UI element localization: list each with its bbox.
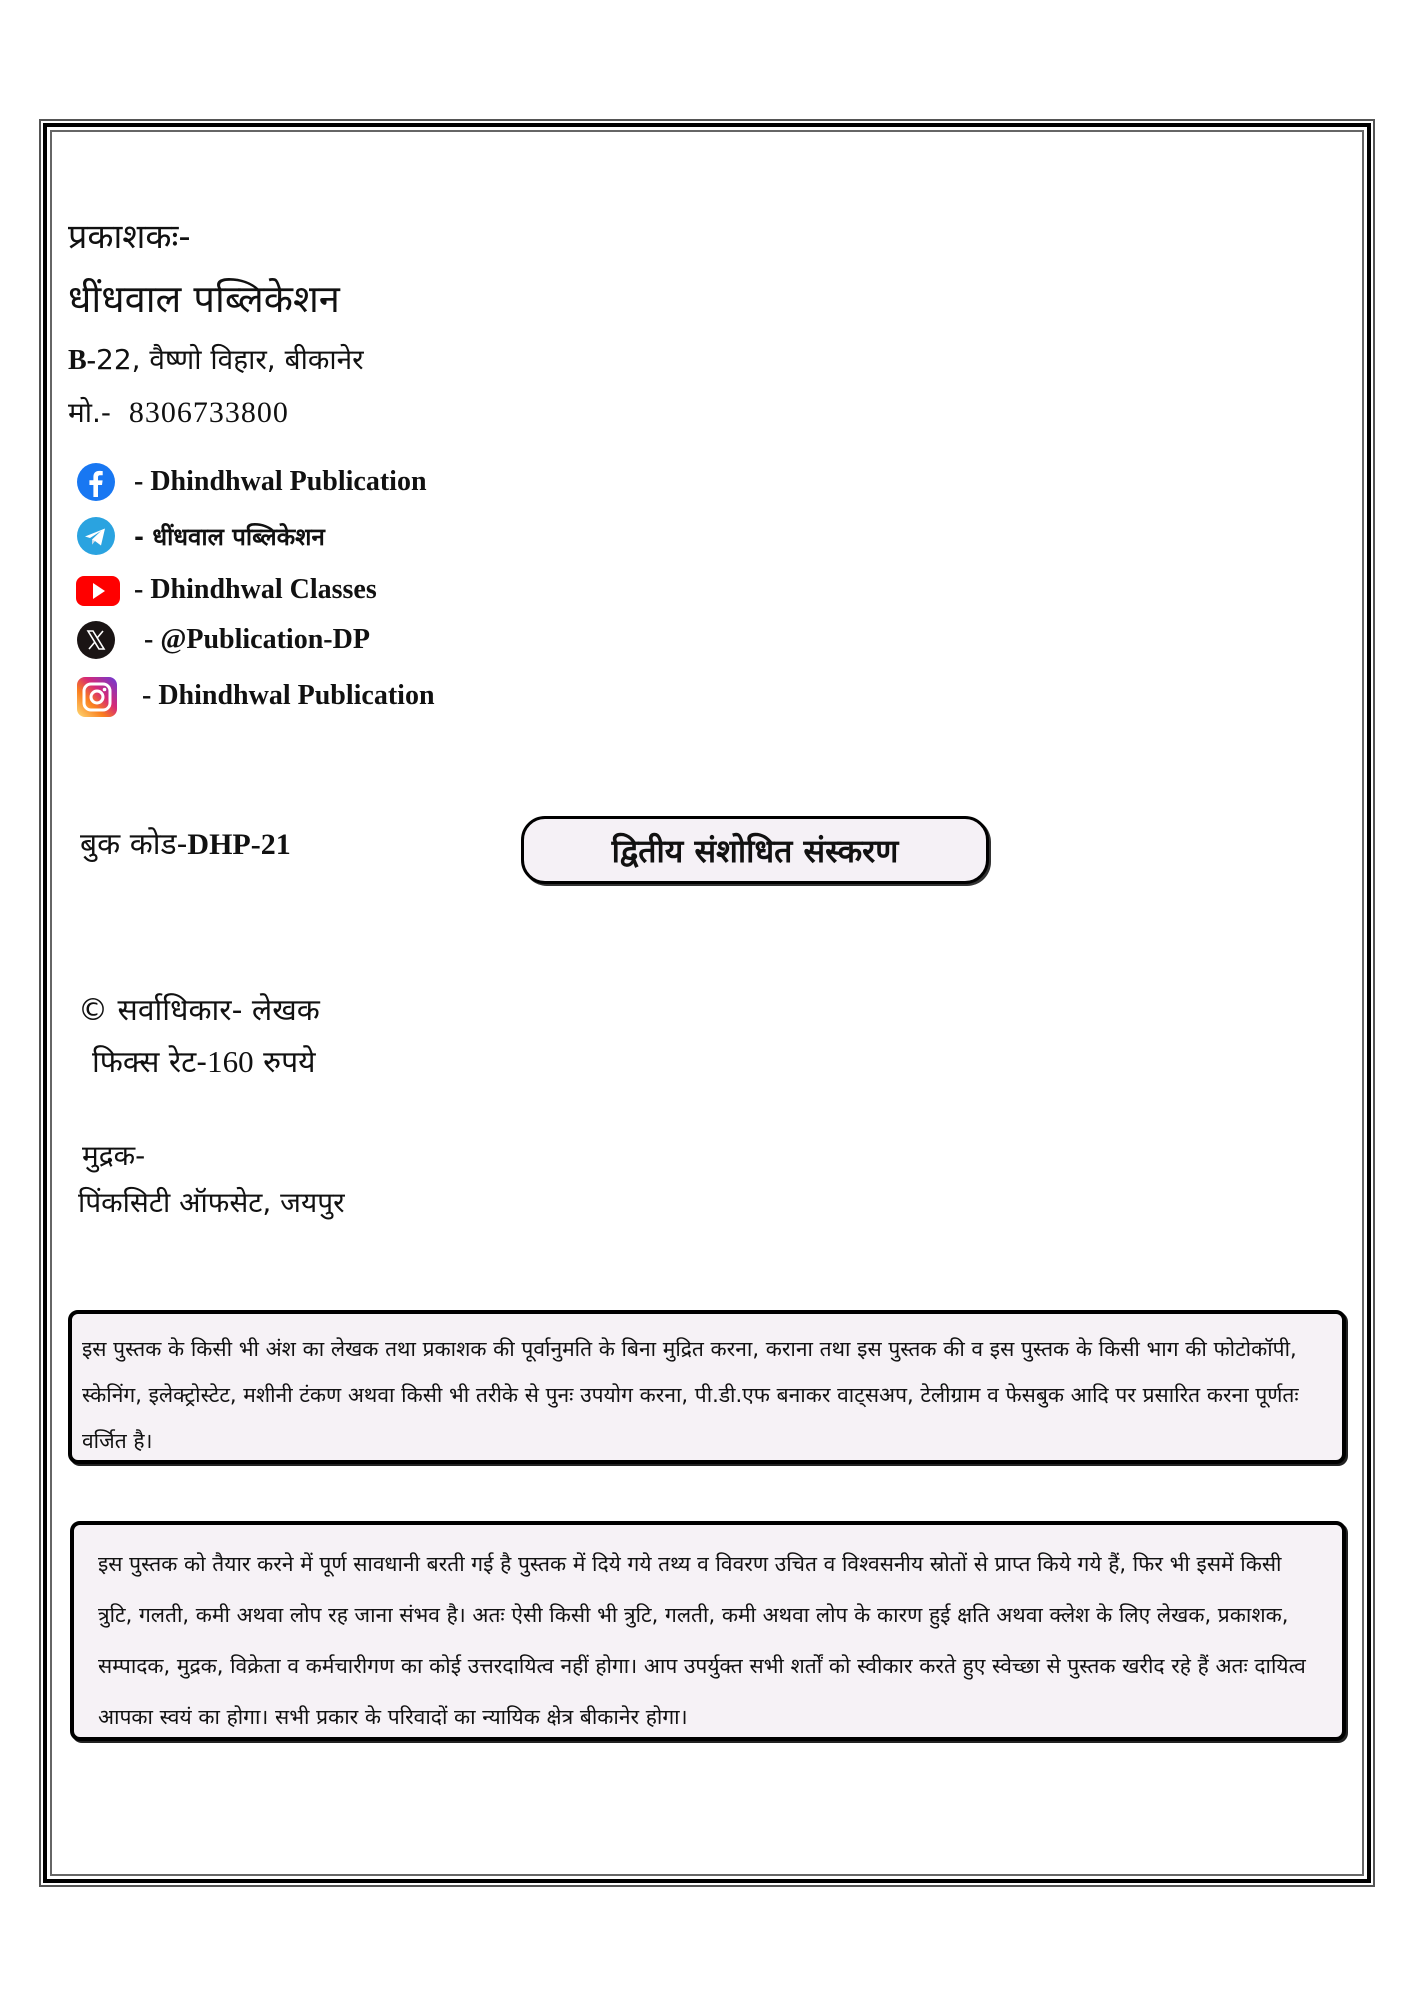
printer-label: मुद्रक- [82,1139,146,1172]
social-x[interactable] [76,620,370,660]
social-facebook[interactable] [76,462,427,502]
x-icon [76,620,116,660]
phone-number: 8306733800 [128,396,289,429]
publisher-address [68,340,364,378]
reproduction-notice [68,1310,1346,1464]
publisher-name: धींधवाल पब्लिकेशन [68,277,340,321]
address-code: B- [68,345,96,376]
instagram-handle: - Dhindhwal Publication [142,680,435,711]
telegram-icon [76,516,116,556]
phone-label: मो.- [68,396,111,429]
publisher-label: प्रकाशकः- [68,217,191,257]
youtube-handle: - Dhindhwal Classes [134,574,377,605]
x-handle: - @Publication-DP [144,624,370,655]
address-rest: 22, वैष्णो विहार, बीकानेर [96,343,364,376]
copyright-line: © सर्वाधिकार- लेखक [78,993,320,1028]
price-label: फिक्स रेट- [92,1045,208,1080]
price-line [92,1040,316,1081]
disclaimer-notice [70,1521,1346,1741]
printer-name: पिंकसिटी ऑफसेट, जयपुर [78,1186,345,1219]
social-telegram[interactable] [76,516,325,556]
price-unit: रुपये [253,1045,316,1080]
disclaimer-notice-text: इस पुस्तक को तैयार करने में पूर्ण सावधानी बरती गई है पुस्तक में दिये गये तथ्य व विवरण उचित व विश्वसनीय स्रोतों से प्राप्त किये गये हैं, फिर भी इसमें किसी त्रुटि, गलती, कमी अथवा लोप रह जाना संभव है। अतः ऐसी किसी भी त्रुटि, गलती, कमी अथवा लोप के कारण हुई क्षति अथवा क्लेश के लिए लेखक, प्रकाशक, सम्पादक, मुद्रक, विक्रेता व कर्मचारीगण का कोई उत्तरदायित्व नहीं होगा। आप उपर्युक्त सभी शर्तों को स्वीकार करते हुए स्वेच्छा से पुस्तक खरीद रहे हैं अतः दायित्व आपका स्वयं का होगा। सभी प्रकार के परिवादों का न्यायिक क्षेत्र बीकानेर होगा। [98,1552,1306,1729]
book-code-label: बुक कोड- [80,827,188,862]
facebook-handle: - Dhindhwal Publication [134,466,427,497]
book-code-value: DHP-21 [187,828,291,861]
social-instagram[interactable] [76,676,435,716]
book-code [80,822,291,863]
edition-text: द्वितीय संशोधित संस्करण [611,831,899,870]
facebook-icon [76,462,116,502]
reproduction-notice-text: इस पुस्तक के किसी भी अंश का लेखक तथा प्रकाशक की पूर्वानुमति के बिना मुद्रित करना, कराना तथा इस पुस्तक की व इस पुस्तक के किसी भाग की फोटोकॉपी, स्केनिंग, इलेक्ट्रोस्टेट, मशीनी टंकण अथवा किसी भी तरीके से पुनः उपयोग करना, पी.डी.एफ बनाकर वाट्सअप, टेलीग्राम व फेसबुक आदि पर प्रसारित करना पूर्णतः वर्जित है। [82,1337,1299,1453]
publisher-phone [68,393,289,431]
instagram-icon [76,676,116,716]
social-youtube[interactable] [76,570,377,610]
edition-badge [521,816,989,884]
youtube-icon [76,570,116,610]
price-value: 160 [207,1044,254,1079]
telegram-handle: - धींधवाल पब्लिकेशन [134,522,325,551]
